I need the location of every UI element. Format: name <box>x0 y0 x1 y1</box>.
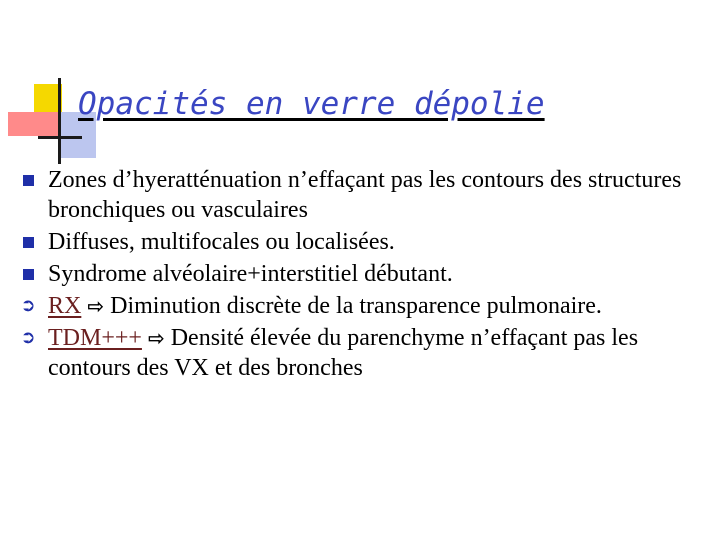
bullet-text: Zones d’hyeratténuation n’effaçant pas les contours des structures bronchiques ou vasculaires <box>48 167 682 223</box>
logo-horizontal-line <box>38 136 82 139</box>
slide-logo-decoration <box>0 0 110 170</box>
bullet-label-rx: RX <box>48 293 82 319</box>
bullet-label-tdm: TDM+++ <box>48 325 142 351</box>
logo-vertical-line <box>58 78 61 164</box>
square-bullet-icon <box>18 269 38 280</box>
bullet-item <box>18 291 718 321</box>
square-bullet-icon <box>18 175 38 186</box>
bullet-text: Diminution discrète de la transparence pulmonaire. <box>110 293 602 319</box>
logo-red-square <box>8 112 58 136</box>
curved-arrow-icon: ➲ <box>20 295 36 316</box>
bullet-item <box>18 165 718 225</box>
slide-title: Opacités en verre dépolie <box>78 86 545 122</box>
right-arrow-icon: ⇨ <box>87 294 105 318</box>
bullet-list <box>18 165 718 385</box>
square-bullet-icon <box>18 237 38 248</box>
bullet-text: Densité élevée du parenchyme n’effaçant pas les contours des VX et des bronches <box>48 325 639 381</box>
bullet-text: Diffuses, multifocales ou localisées. <box>48 229 395 255</box>
bullet-item <box>18 259 718 289</box>
bullet-text: Syndrome alvéolaire+interstitiel débutant. <box>48 261 453 287</box>
bullet-item <box>18 227 718 257</box>
right-arrow-icon: ⇨ <box>147 326 165 350</box>
curved-arrow-icon: ➲ <box>20 327 36 348</box>
bullet-item <box>18 323 718 383</box>
